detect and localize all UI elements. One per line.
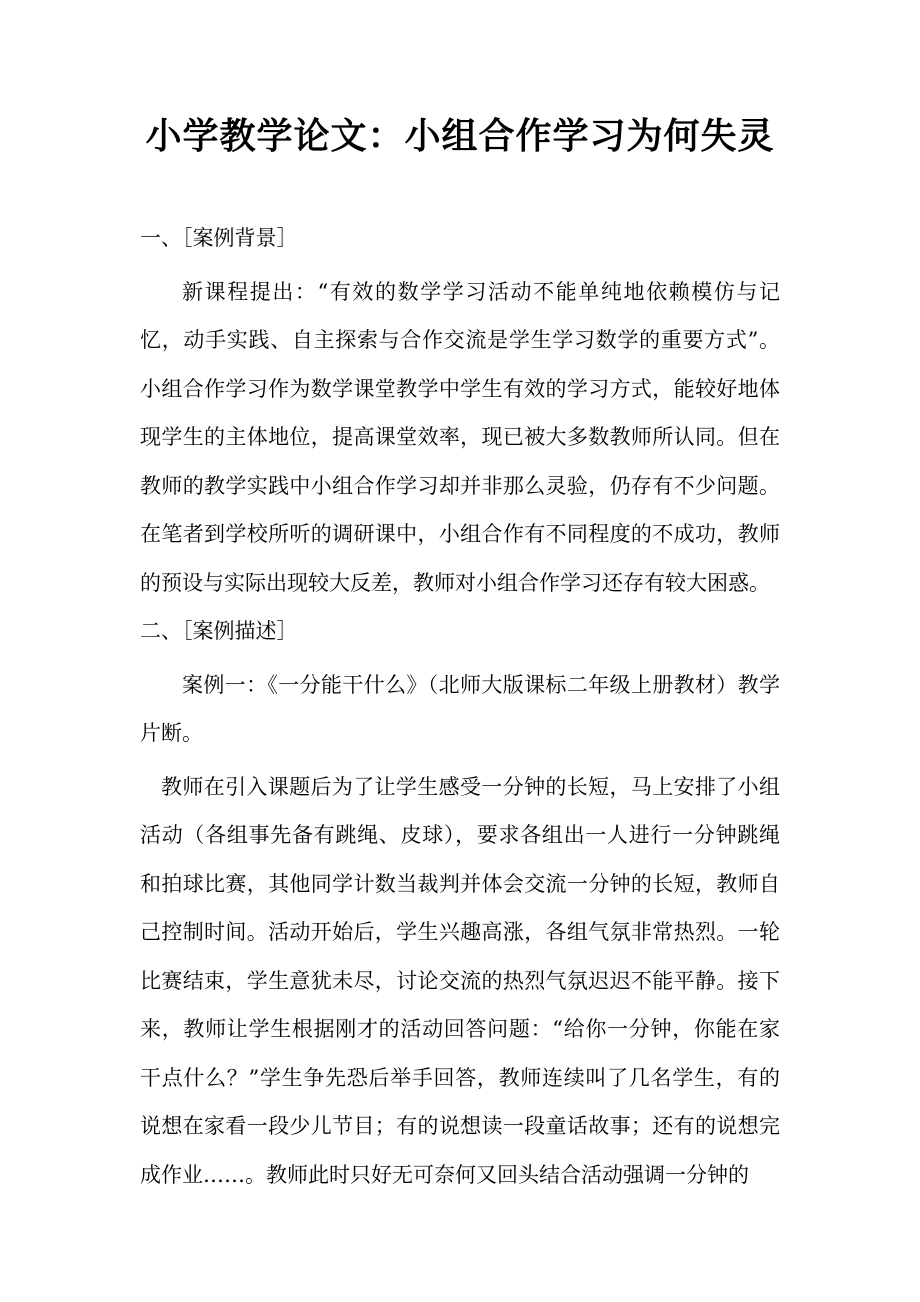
paragraph-case-one-intro: 案例一：《一分能干什么》（北师大版课标二年级上册教材）教学片断。 — [140, 672, 780, 745]
document-body — [140, 214, 780, 1199]
section-heading-background: 一、［案例背景］ — [140, 226, 298, 250]
section-heading-description: 二、［案例描述］ — [140, 619, 298, 643]
paragraph-case-one-detail: 教师在引入课题后为了让学生感受一分钟的长短，马上安排了小组活动（各组事先备有跳绳、皮球），要求各组出一人进行一分钟跳绳和拍球比赛，其他同学计数当裁判并体会交流一分钟的长短，教师自己控制时间。活动开始后，学生兴趣高涨，各组气氛非常热烈。一轮比赛结束，学生意犹未尽，讨论交流的热烈气氛迟迟不能平静。接下来，教师让学生根据刚才的活动回答问题：“给你一分钟，你能在家干点什么？”学生争先恐后举手回答，教师连续叫了几名学生，有的说想在家看一段少儿节目；有的说想读一段童话故事；还有的说想完成作业……。教师此时只好无可奈何又回头结合活动强调一分钟的 — [140, 774, 780, 1187]
paragraph-background: 新课程提出：“有效的数学学习活动不能单纯地依赖模仿与记忆，动手实践、自主探索与合作交流是学生学习数学的重要方式”。小组合作学习作为数学课堂教学中学生有效的学习方式，能较好地体现学生的主体地位，提高课堂效率，现已被大多数教师所认同。但在教师的教学实践中小组合作学习却并非那么灵验，仍存有不少问题。在笔者到学校所听的调研课中，小组合作有不同程度的不成功，教师的预设与实际出现较大反差，教师对小组合作学习还存有较大困惑。 — [140, 279, 780, 595]
document-title: 小学教学论文：小组合作学习为何失灵 — [145, 116, 775, 157]
